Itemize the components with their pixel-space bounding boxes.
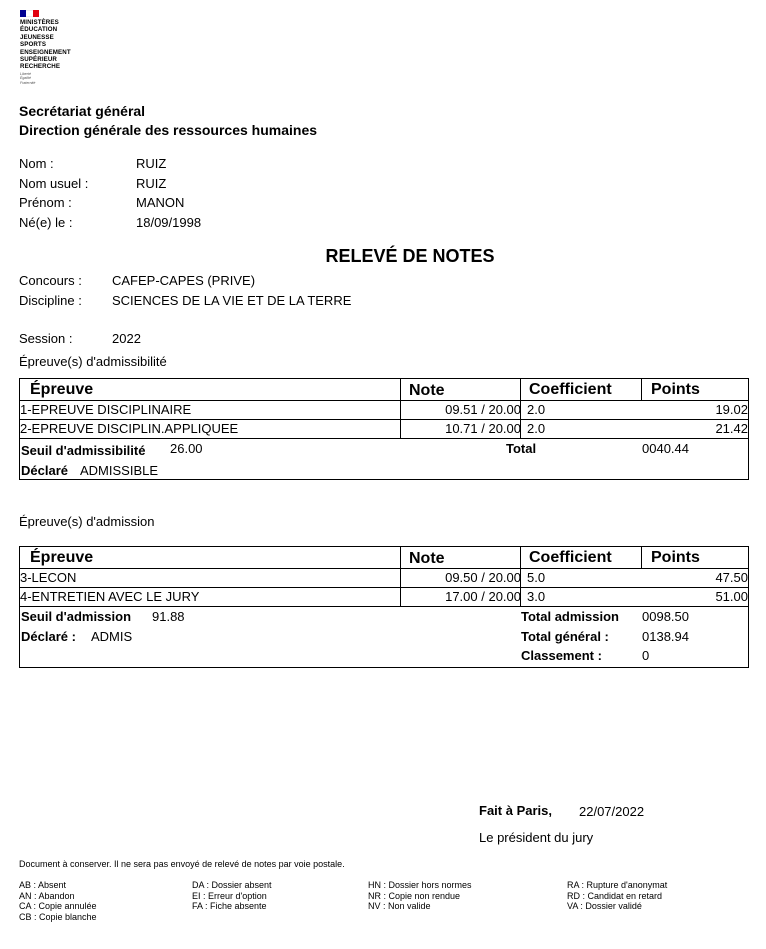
legend-item: RA : Rupture d'anonymat [567, 880, 668, 890]
concours-label: Concours : [19, 273, 82, 288]
header-line1: Secrétariat général [19, 103, 146, 119]
motto-line: Fraternité [20, 80, 36, 85]
table-divider [641, 546, 642, 568]
discipline-value: SCIENCES DE LA VIE ET DE LA TERRE [112, 293, 352, 308]
header-line2: Direction générale des ressources humaines [19, 122, 318, 138]
legend-column [192, 880, 272, 912]
seuil-admissibilite-label: Seuil d'admissibilité [21, 443, 146, 458]
admissibilite-section-label: Épreuve(s) d'admissibilité [19, 354, 167, 369]
discipline-label: Discipline : [19, 293, 82, 308]
col-header-note: Note [409, 550, 445, 567]
legend-column [567, 880, 667, 912]
concours-value: CAFEP-CAPES (PRIVE) [112, 273, 256, 288]
legend-item: CB : Copie blanche [19, 911, 97, 922]
logo-line: ENSEIGNEMENT [20, 48, 71, 56]
total-admission-label: Total admission [521, 609, 619, 624]
naissance-label: Né(e) le : [19, 215, 73, 230]
nom-usuel-value: RUIZ [136, 176, 167, 191]
points-cell: 19.02 [715, 402, 748, 417]
flag-red-stripe [33, 10, 39, 17]
table-divider [19, 419, 749, 420]
nom-value: RUIZ [136, 156, 167, 171]
logo-text [20, 19, 71, 71]
classement-value: 0 [642, 648, 650, 663]
legend-column [368, 880, 472, 912]
logo-line: RECHERCHE [20, 63, 61, 71]
naissance-value: 18/09/1998 [136, 215, 202, 230]
seuil-admission-value: 91.88 [152, 609, 185, 624]
total-label: Total [506, 441, 537, 456]
coef-cell: 2.0 [527, 402, 546, 417]
col-header-epreuve: Épreuve [30, 549, 94, 566]
logo-line: SUPÉRIEUR [20, 56, 58, 64]
coef-cell: 3.0 [527, 589, 546, 604]
points-cell: 21.42 [715, 421, 748, 436]
col-header-points: Points [651, 381, 700, 398]
logo-line: JEUNESSE [20, 33, 54, 41]
motto-line: Égalité [20, 76, 31, 81]
fait-a-label: Fait à Paris, [479, 803, 552, 818]
coef-cell: 2.0 [527, 421, 546, 436]
legend-item: RD : Candidat en retard [567, 890, 663, 901]
note-cell: 09.50 / 20.00 [445, 570, 521, 585]
legend-item: FA : Fiche absente [192, 901, 267, 912]
footer-notice: Document à conserver. Il ne sera pas envoyé de relevé de notes par voie postale. [19, 859, 345, 869]
logo-line: MINISTÈRES [20, 19, 59, 26]
table-divider [19, 606, 749, 607]
legend-item: VA : Dossier validé [567, 901, 642, 912]
legend-item: DA : Dossier absent [192, 880, 272, 890]
legend-item: HN : Dossier hors normes [368, 880, 472, 890]
nom-usuel-label: Nom usuel : [19, 176, 89, 191]
table-divider [19, 400, 749, 401]
table-divider [19, 438, 749, 439]
legend-item: AN : Abandon [19, 890, 75, 901]
col-header-coefficient: Coefficient [529, 381, 612, 398]
logo-line: SPORTS [20, 41, 47, 49]
note-cell: 09.51 / 20.00 [445, 402, 521, 417]
epreuve-cell: 2-EPREUVE DISCIPLIN.APPLIQUEE [20, 421, 239, 436]
points-cell: 51.00 [715, 589, 748, 604]
logo-line: ÉDUCATION [20, 26, 58, 34]
col-header-epreuve: Épreuve [30, 381, 94, 398]
legend-item: AB : Absent [19, 880, 67, 890]
table-divider [641, 378, 642, 400]
prenom-label: Prénom : [19, 195, 72, 210]
legend-item: EI : Erreur d'option [192, 890, 267, 901]
declare-value: ADMISSIBLE [80, 463, 159, 478]
prenom-value: MANON [136, 195, 185, 210]
col-header-points: Points [651, 549, 700, 566]
admission-section-label: Épreuve(s) d'admission [19, 514, 155, 529]
session-value: 2022 [112, 331, 141, 346]
epreuve-cell: 3-LECON [20, 570, 77, 585]
col-header-note: Note [409, 382, 445, 399]
table-divider [19, 568, 749, 569]
total-general-label: Total général : [521, 629, 609, 644]
french-flag-icon [20, 10, 39, 17]
total-admission-value: 0098.50 [642, 609, 689, 624]
admission-table-border [19, 546, 749, 668]
logo-motto [20, 72, 35, 85]
legend-item: NV : Non valide [368, 901, 431, 912]
note-cell: 17.00 / 20.00 [445, 589, 521, 604]
declare-value: ADMIS [91, 629, 133, 644]
declare-label: Déclaré [21, 463, 68, 478]
note-cell: 10.71 / 20.00 [445, 421, 521, 436]
epreuve-cell: 1-EPREUVE DISCIPLINAIRE [20, 402, 192, 417]
total-value: 0040.44 [642, 441, 689, 456]
seuil-admission-label: Seuil d'admission [21, 609, 132, 624]
points-cell: 47.50 [715, 570, 748, 585]
classement-label: Classement : [521, 648, 602, 663]
signature-date: 22/07/2022 [579, 804, 645, 819]
nom-label: Nom : [19, 156, 54, 171]
president-label: Le président du jury [479, 830, 594, 845]
motto-line: Liberté [20, 72, 31, 76]
epreuve-cell: 4-ENTRETIEN AVEC LE JURY [20, 589, 200, 604]
total-general-value: 0138.94 [642, 629, 689, 644]
declare-label: Déclaré : [21, 629, 76, 644]
coef-cell: 5.0 [527, 570, 546, 585]
legend-item: CA : Copie annulée [19, 901, 97, 912]
table-divider [19, 587, 749, 588]
legend-item: NR : Copie non rendue [368, 890, 461, 901]
seuil-admissibilite-value: 26.00 [170, 441, 203, 456]
col-header-coefficient: Coefficient [529, 549, 612, 566]
legend-column [19, 880, 97, 922]
session-label: Session : [19, 331, 73, 346]
document-title: RELEVÉ DE NOTES [325, 246, 495, 266]
